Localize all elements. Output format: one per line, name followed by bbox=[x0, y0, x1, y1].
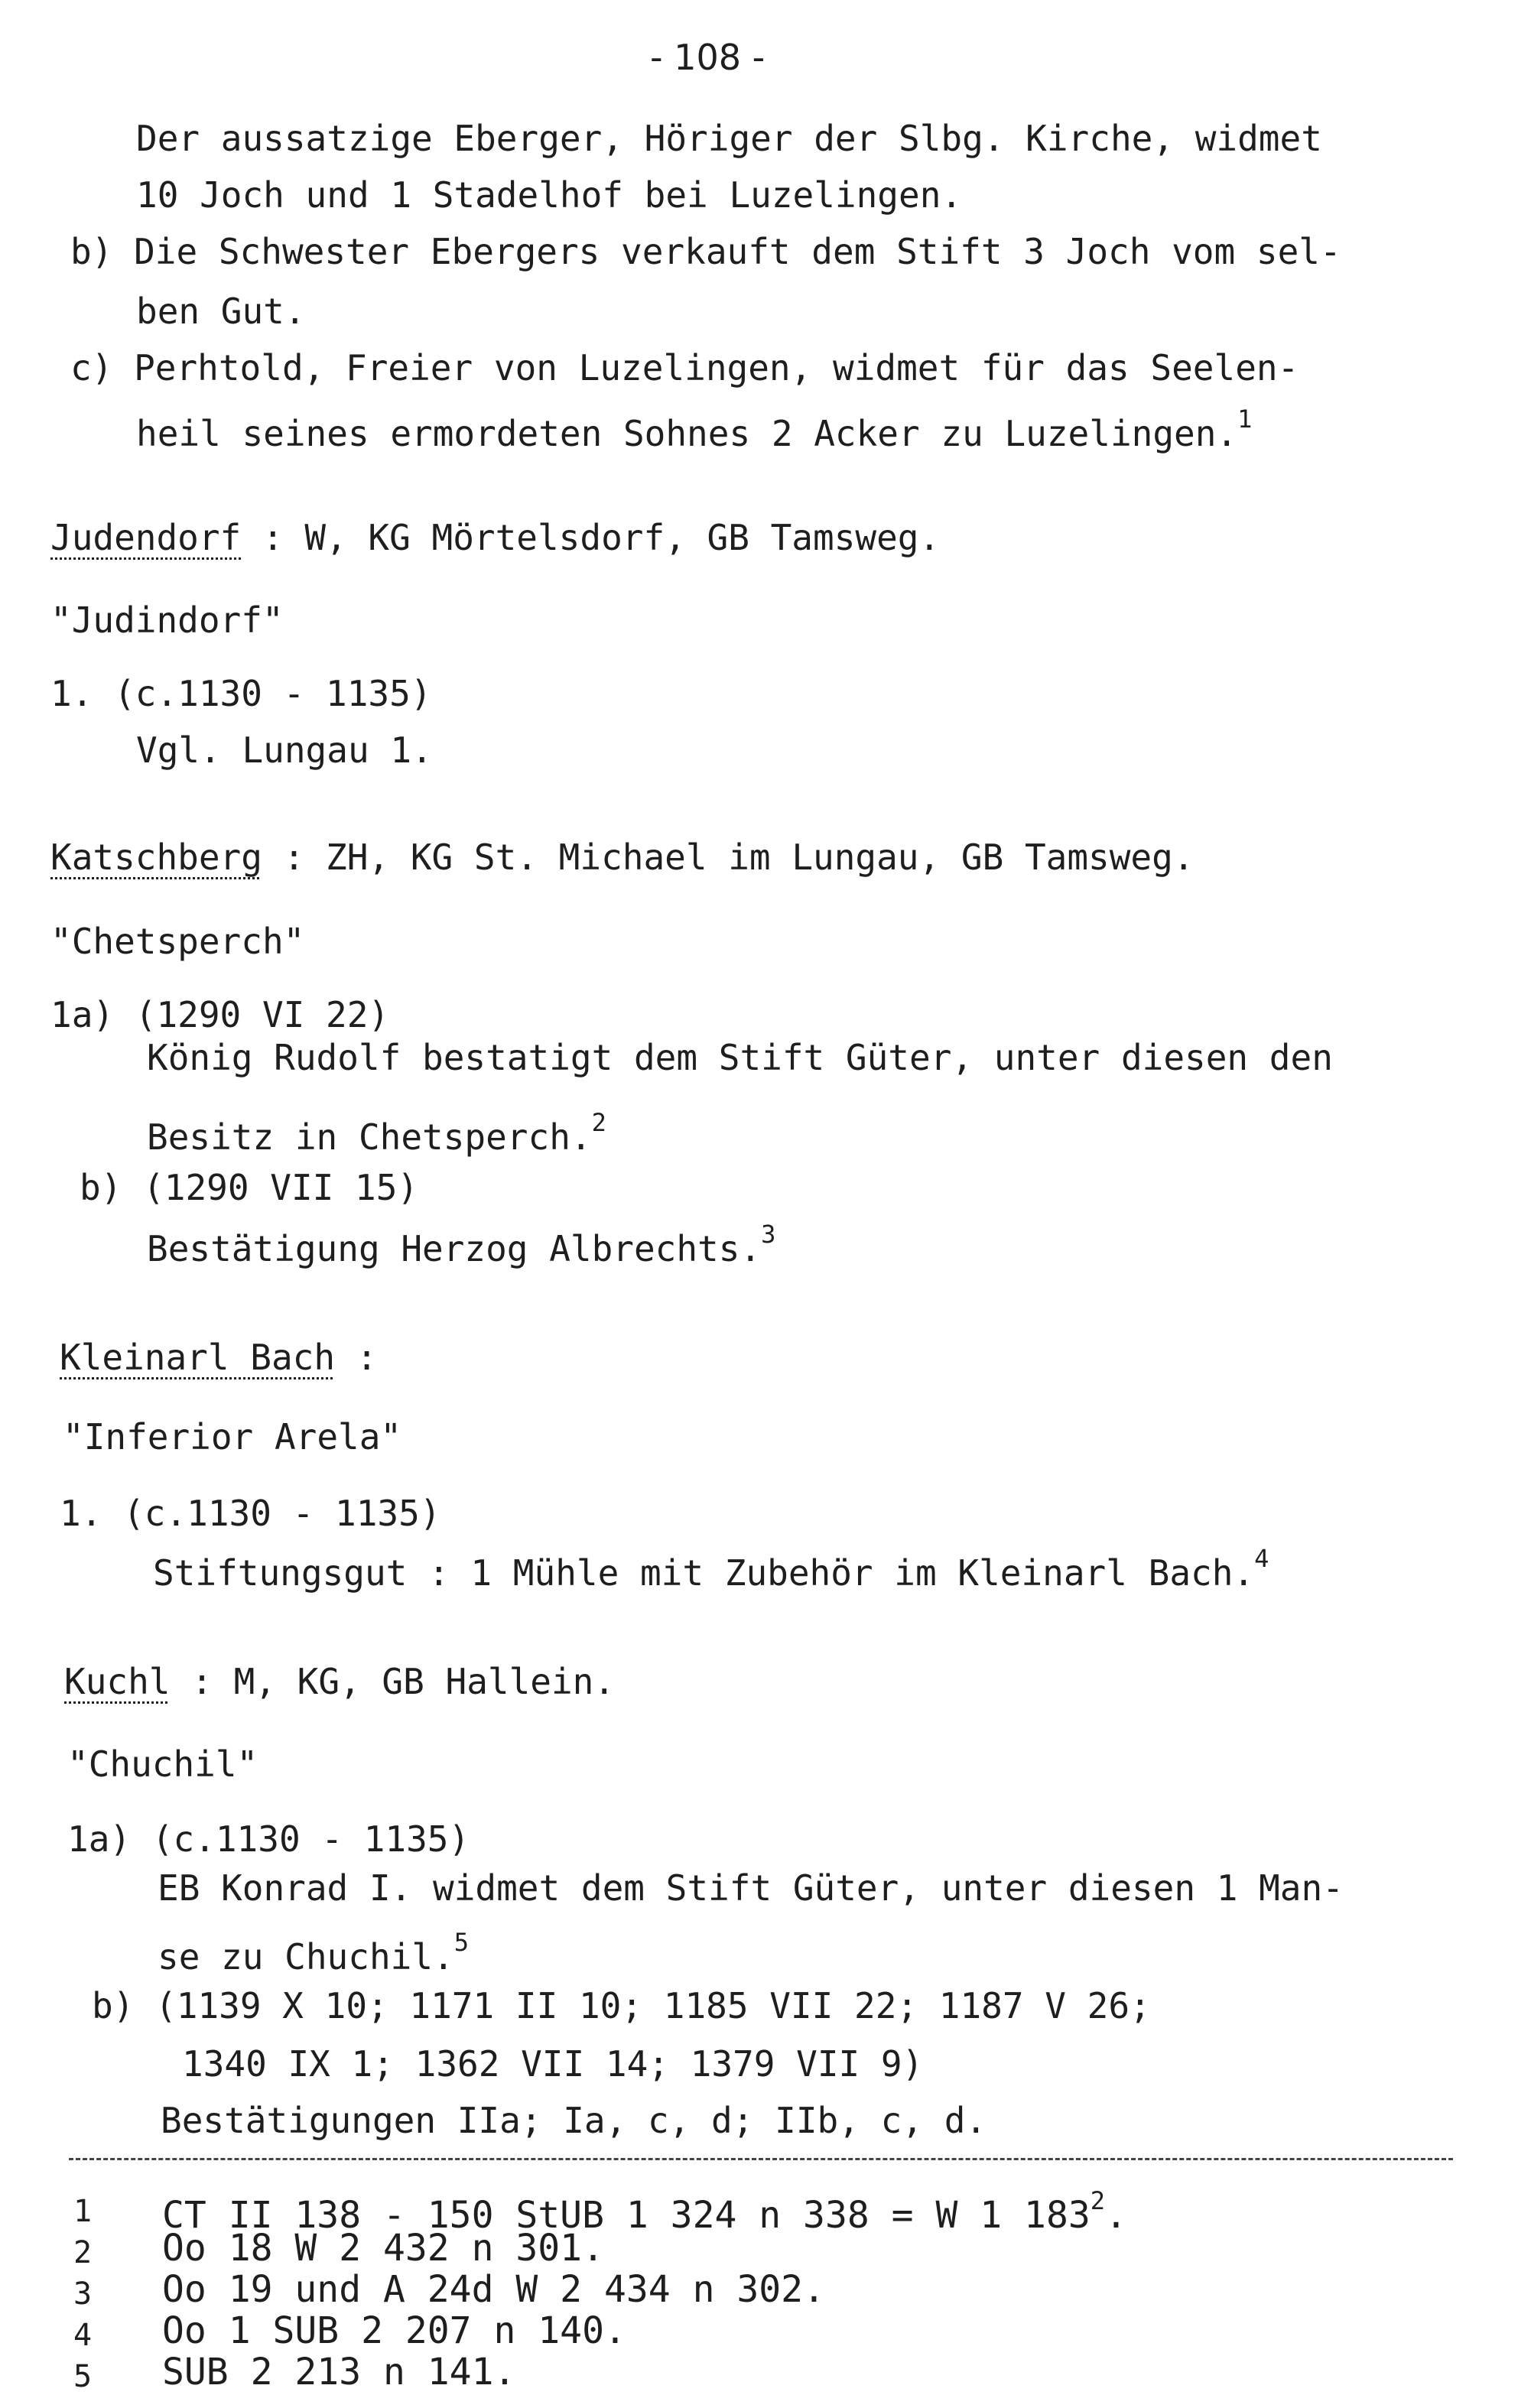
footnote-text: Oo 19 und A 24d W 2 434 n 302. bbox=[162, 2268, 825, 2311]
entry-heading bbox=[50, 517, 941, 558]
footnote-mark: 1 bbox=[1237, 405, 1253, 434]
text-line bbox=[147, 1108, 606, 1158]
text-line bbox=[147, 1220, 776, 1269]
text-line: 10 Joch und 1 Stadelhof bei Luzelingen. bbox=[136, 174, 963, 216]
footnote-superscript: 2 bbox=[1090, 2186, 1105, 2215]
text-line: 1340 IX 1; 1362 VII 14; 1379 VII 9) bbox=[182, 2043, 924, 2085]
text-span: Besitz in Chetsperch. bbox=[147, 1116, 592, 1158]
footnote-number: 1 bbox=[73, 2194, 93, 2229]
footnote-number: 5 bbox=[73, 2359, 93, 2394]
text-span: se zu Chuchil. bbox=[158, 1936, 454, 1977]
text-line: ben Gut. bbox=[136, 291, 306, 332]
entry-heading bbox=[64, 1661, 616, 1702]
place-name: Judendorf bbox=[50, 517, 242, 558]
text-line: König Rudolf bestatigt dem Stift Güter, unter diesen den bbox=[147, 1037, 1333, 1078]
footnote-number: 3 bbox=[73, 2276, 93, 2312]
footnote-mark: 5 bbox=[453, 1928, 469, 1957]
footnote-mark: 3 bbox=[761, 1220, 776, 1249]
historical-name: "Judindorf" bbox=[50, 600, 284, 641]
text-line: EB Konrad I. widmet dem Stift Güter, unter diesen 1 Man- bbox=[158, 1867, 1344, 1909]
historical-name: "Inferior Arela" bbox=[63, 1416, 402, 1457]
text-span: CT II 138 - 150 StUB 1 324 n 338 = W 1 183 bbox=[162, 2194, 1091, 2237]
text-line bbox=[158, 1928, 469, 1977]
page-number: - 108 - bbox=[650, 37, 766, 78]
text-span: heil seines ermordeten Sohnes 2 Acker zu Luzelingen. bbox=[136, 413, 1238, 454]
text-line: Bestätigungen IIa; Ia, c, d; IIb, c, d. bbox=[161, 2100, 987, 2141]
entry-heading bbox=[50, 837, 1195, 878]
place-name: Kleinarl Bach bbox=[60, 1337, 336, 1378]
historical-name: "Chetsperch" bbox=[50, 921, 305, 962]
text-span: . bbox=[1105, 2194, 1127, 2237]
place-name: Katschberg bbox=[50, 837, 262, 878]
place-name: Kuchl bbox=[64, 1661, 171, 1702]
text-line: b) (1139 X 10; 1171 II 10; 1185 VII 22; 1187 V 26; bbox=[92, 1985, 1151, 2026]
text-line: Vgl. Lungau 1. bbox=[136, 730, 433, 771]
text-span: Bestätigung Herzog Albrechts. bbox=[147, 1228, 762, 1269]
historical-name: "Chuchil" bbox=[67, 1743, 258, 1785]
place-description: : ZH, KG St. Michael im Lungau, GB Tamsweg. bbox=[283, 837, 1195, 878]
place-description: : W, KG Mörtelsdorf, GB Tamsweg. bbox=[262, 517, 941, 558]
text-line: Der aussatzige Eberger, Höriger der Slbg. Kirche, widmet bbox=[136, 118, 1322, 159]
text-line: b) (1290 VII 15) bbox=[80, 1167, 419, 1208]
footnote-number: 2 bbox=[73, 2235, 93, 2270]
text-line: b) Die Schwester Ebergers verkauft dem Stift 3 Joch vom sel- bbox=[70, 231, 1341, 272]
footnote-separator bbox=[69, 2158, 1453, 2160]
footnote-text: Oo 1 SUB 2 207 n 140. bbox=[162, 2309, 626, 2352]
footnote-text: Oo 18 W 2 432 n 301. bbox=[162, 2227, 604, 2270]
entry-heading bbox=[60, 1337, 378, 1378]
text-line: 1a) (1290 VI 22) bbox=[50, 994, 390, 1035]
text-line: 1. (c.1130 - 1135) bbox=[50, 673, 432, 714]
text-line: 1a) (c.1130 - 1135) bbox=[67, 1818, 470, 1860]
footnote-number: 4 bbox=[73, 2318, 93, 2353]
text-line bbox=[136, 405, 1253, 454]
footnote-mark: 2 bbox=[591, 1108, 606, 1137]
text-line: 1. (c.1130 - 1135) bbox=[60, 1493, 441, 1534]
place-description: : M, KG, GB Hallein. bbox=[191, 1661, 616, 1702]
footnote-text: SUB 2 213 n 141. bbox=[162, 2351, 516, 2393]
text-line: c) Perhtold, Freier von Luzelingen, widmet für das Seelen- bbox=[70, 347, 1299, 388]
text-span: Stiftungsgut : 1 Mühle mit Zubehör im Kleinarl Bach. bbox=[153, 1552, 1255, 1594]
footnote-mark: 4 bbox=[1254, 1544, 1269, 1573]
text-line bbox=[153, 1544, 1269, 1594]
place-description: : bbox=[356, 1337, 378, 1378]
